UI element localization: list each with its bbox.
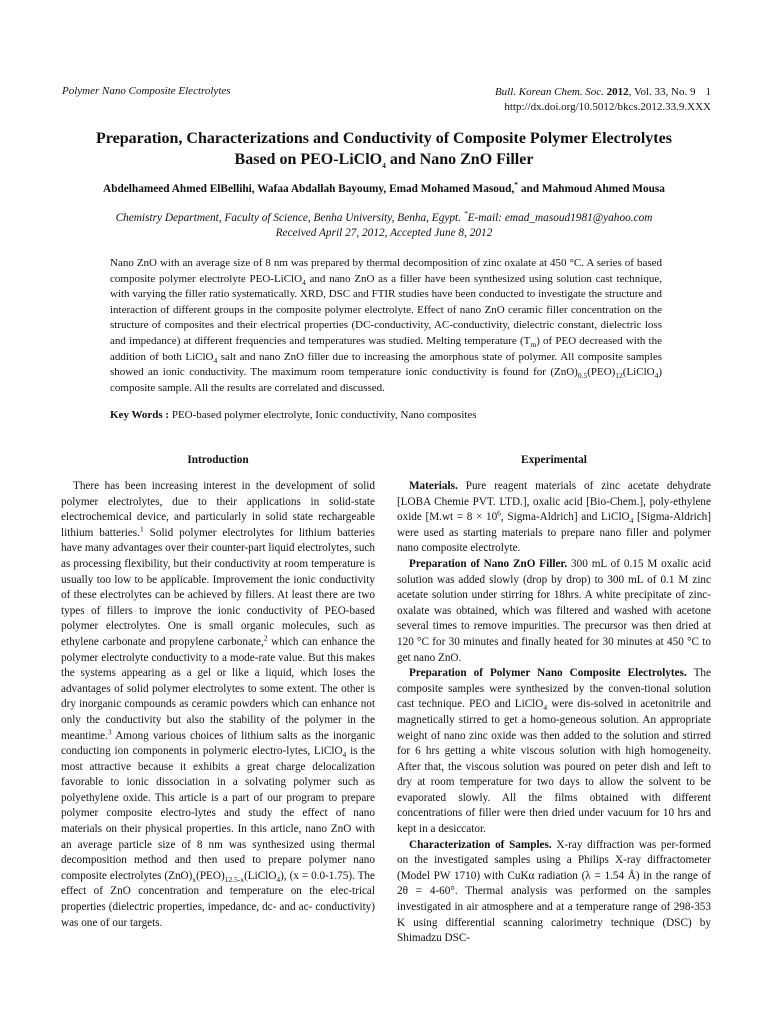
- paragraph-text: [Sigma-Aldrich] were used as starting materials to prepare nano filler and polymer nano composite electrolyte.: [397, 511, 711, 555]
- running-header-right: [495, 85, 711, 115]
- abstract-part: (LiClO: [622, 366, 655, 379]
- paragraph-text: The composite samples were synthesized by the conven-tional solution cast technique. PEO and LiClO: [397, 667, 711, 711]
- journal-volume: , Vol. 33, No. 9: [628, 86, 696, 98]
- email-mark: *: [463, 209, 468, 219]
- title-line-2b: and Nano ZnO Filler: [385, 151, 534, 168]
- paragraph-label: Materials.: [409, 480, 458, 492]
- paragraph-text: X-ray diffraction was per-formed on the investigated samples using a Philips X-ray diffractometer (Model PW 1710) with CuKα radiation (λ = 1.54 Å) in the range of 2θ = 4-60°. Thermal analysis was performed on the samples investigated in air atmosphere and at a temperature range of 298-353 K using differential scanning calorimetry technique (DSC) by Shimadzu DSC-: [397, 838, 712, 945]
- citation-line: [495, 85, 711, 100]
- doi-link[interactable]: http://dx.doi.org/10.5012/bkcs.2012.33.9.XXX: [504, 101, 711, 113]
- intro-paragraph: [61, 479, 375, 931]
- section-heading-experimental: Experimental: [521, 454, 587, 466]
- abstract-sub: 4: [654, 371, 659, 381]
- journal-year: 2012: [606, 86, 629, 98]
- affiliation: [40, 211, 728, 241]
- intro-text: which can enhance the polymer electrolyte conductivity to a mode-rate value. But this makes the systems appearing as a gel or like a liquid, which loses the advantages of solid polymer electrolytes to some extent. The other is dry inorganic compounds as ceramic powders which can enhance not only the conductivity but also the stability of the polymer in the meantime.: [61, 635, 375, 742]
- abstract: [110, 256, 662, 396]
- subscript: 4: [543, 703, 548, 713]
- intro-sub: 4: [342, 750, 347, 760]
- paragraph-text: , Sigma-Aldrich] and LiClO: [500, 511, 630, 524]
- intro-text: (LiClO: [244, 869, 277, 882]
- abstract-sub: 4: [302, 277, 306, 287]
- abstract-sub: 4: [213, 355, 218, 365]
- abstract-part: and nano ZnO as a filler have been synthesized using solution cast technique, with varying the filler ratio systematically. XRD, DSC and FTIR studies have been conducted to investigate the structure and interaction of different groups in the composite polymer electrolyte. Effect of nano ZnO ceramic filler concentration on the structure of composites and their electrical properties (DC-conductivity, AC-conductivity, dielectric constant, dielectric loss and impedance) at different frequencies and temperatures was studied. Melting temperature (T: [110, 272, 662, 347]
- author-email[interactable]: E-mail: emad_masoud1981@yahoo.com: [467, 212, 653, 224]
- affiliation-line: [40, 211, 728, 226]
- page-number: 1: [705, 86, 711, 98]
- paragraph-label: Preparation of Polymer Nano Composite Electrolytes.: [409, 667, 687, 680]
- composite-paragraph: [397, 666, 711, 838]
- intro-text: Solid polymer electrolytes for lithium batteries have many advantages over their counter-part liquid electrolytes, such as processing flexibility, but their conductivity at room temperature is usually too low to be applicable. Improvement the ionic conductivity of these electrolytes can be achieved by fillers. At least there are two types of fillers to improve the ionic conductivity of PEO-based polymer electrolytes. One is small organic molecules, such as ethylene carbonate and propylene carbonate,: [61, 526, 376, 648]
- intro-text: Among various choices of lithium salts as the inorganic conducting ion components in polymeric electro-lytes, LiClO: [61, 729, 375, 758]
- citation-ref[interactable]: 1: [139, 524, 144, 534]
- title-line-2a: Based on PEO-LiClO: [234, 151, 383, 168]
- keywords-label: Key Words :: [110, 409, 172, 421]
- exponent: 6: [497, 508, 501, 518]
- intro-sub: x: [192, 875, 197, 885]
- nano-zno-paragraph: [397, 557, 711, 666]
- intro-text: is the most attractive because it exhibits a great charge delocalization favorable to ionic dissociation in a solvating polymer such as polyethylene oxide. This article is a part of our program to prepare polymer composite electro-lytes and study the effect of nano materials on their physical properties. In this article, nano ZnO with an average particle size of 8 nm was synthesized using thermal decomposition method and then used to prepare polymer nano composite electrolytes (ZnO): [61, 745, 375, 882]
- paragraph-text: were dis-solved in acetonitrile and magnetically stirred to get a homo-geneous solution. An appropriate weight of nano zinc oxide was then added to the solution and stirred for 6 hrs getting a white viscous solution with high homogeneity. After that, the viscous solution was poured on peter dish and left to dry at room temperature for two days to allow the solvent to be evaporated slowly. All the films obtained with different concentrations of filler were then dried under vacuum for 10 hrs and kept in a desiccator.: [397, 698, 711, 836]
- abstract-part: ) of PEO decreased with the addition of both LiClO: [110, 334, 662, 363]
- paper-title: [40, 128, 728, 170]
- citation-ref[interactable]: 2: [263, 633, 268, 643]
- abstract-sub: 12: [615, 371, 623, 381]
- title-line-2-sub: 4: [382, 161, 386, 171]
- received-dates: Received April 27, 2012, Accepted June 8, 2012: [275, 227, 493, 239]
- abstract-sub: m: [530, 340, 537, 350]
- abstract-part: Nano ZnO with an average size of 8 nm was prepared by thermal decomposition of zinc oxalate at 450 °C. A series of based composite polymer electrolyte PEO-LiClO: [110, 257, 662, 285]
- affiliation-text: Chemistry Department, Faculty of Science, Benha University, Benha, Egypt.: [115, 212, 464, 224]
- running-header-left: Polymer Nano Composite Electrolytes: [62, 85, 231, 97]
- column-right: [397, 453, 711, 947]
- abstract-part: ) composite sample. All the results are correlated and discussed.: [110, 366, 662, 394]
- materials-paragraph: [397, 479, 711, 557]
- journal-name: Bull. Korean Chem. Soc.: [494, 86, 604, 98]
- authors-last: and Mahmoud Ahmed Mousa: [518, 183, 665, 195]
- intro-text: (PEO): [196, 869, 225, 882]
- abstract-part: (PEO): [587, 366, 616, 379]
- corresponding-mark: *: [514, 180, 519, 190]
- title-line-1: Preparation, Characterizations and Conductivity of Composite Polymer Electrolytes: [96, 130, 672, 147]
- citation-ref[interactable]: 3: [107, 726, 112, 736]
- intro-sub: 12.5-x: [224, 875, 245, 885]
- abstract-sub: 0.5: [577, 371, 588, 381]
- paragraph-text: Pure reagent materials of zinc acetate dehydrate [LOBA Chemie PVT. LTD.], oxalic acid [Bio-Chem.], poly-ethylene oxide [M.wt = 8 × 10: [397, 480, 711, 524]
- section-heading-introduction: Introduction: [187, 454, 249, 466]
- paragraph-label: Preparation of Nano ZnO Filler.: [409, 557, 568, 570]
- intro-text: There has been increasing interest in the development of solid polymer electrolytes, due to their applications in solid-state electrochemical device, and particularly in solid state rechargeable lithium batteries.: [61, 480, 375, 539]
- intro-sub: 4: [276, 875, 281, 885]
- characterization-paragraph: [397, 838, 711, 947]
- keywords-text: PEO-based polymer electrolyte, Ionic conductivity, Nano composites: [171, 409, 477, 421]
- subscript: 4: [629, 516, 634, 526]
- column-left: [61, 453, 375, 931]
- author-list: [40, 180, 728, 195]
- intro-text: ), (x = 0.0-1.75). The effect of ZnO concentration and temperature on the elec-trical properties (dielectric properties, impedance, dc- and ac- conductivity) was one of our targets.: [61, 869, 375, 929]
- abstract-part: salt and nano ZnO filler due to increasing the amorphous state of polymer. All composite samples showed an ionic conductivity. The maximum room temperature ionic conductivity is found for (ZnO): [110, 350, 662, 379]
- paragraph-text: 300 mL of 0.15 M oxalic acid solution was added slowly (drop by drop) to 300 mL of 0.1 M zinc acetate solution under stirring for 18hrs. A white precipitate of zinc-oxalate was obtained, which was filtered and washed with acetone several times to remove impurities. The precursor was then dried at 120 °C for 30 minutes and finally heated for 30 minutes at 450 °C to get nano ZnO.: [397, 557, 712, 664]
- authors-main: Abdelhameed Ahmed ElBellihi, Wafaa Abdallah Bayoumy, Emad Mohamed Masoud,: [103, 183, 515, 195]
- title-line-2: [40, 149, 728, 170]
- paragraph-label: Characterization of Samples.: [409, 838, 552, 851]
- keywords: [110, 409, 670, 421]
